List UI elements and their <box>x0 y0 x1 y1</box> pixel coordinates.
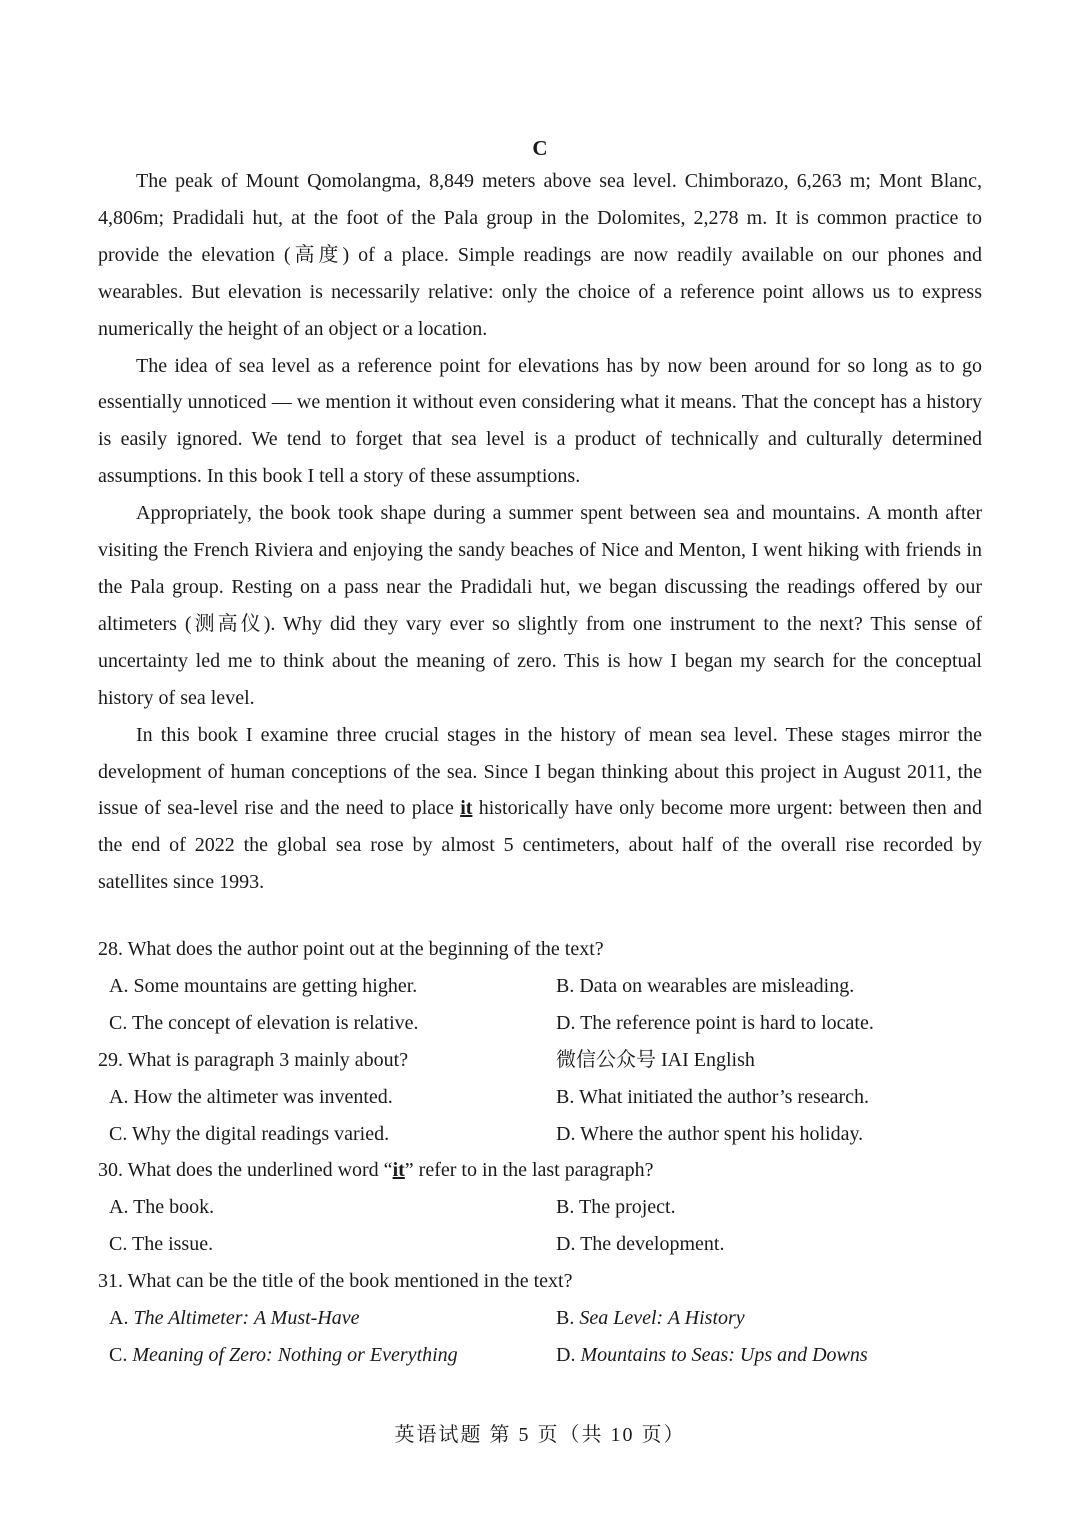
option-b-title: Sea Level: A History <box>579 1307 745 1330</box>
question-30-options-row-1 <box>98 1189 982 1226</box>
option-b-letter: B. <box>556 1307 580 1330</box>
underlined-word-it: it <box>460 797 473 820</box>
question-30-stem-before: 30. What does the underlined word “ <box>98 1159 393 1182</box>
option-a-title: The Altimeter: A Must-Have <box>133 1307 360 1330</box>
question-29-stem-row <box>98 1042 982 1079</box>
question-30-stem-after: ” refer to in the last paragraph? <box>404 1159 654 1182</box>
passage-paragraph-2: The idea of sea level as a reference point for elevations has by now been around for so long as to go essentially unnoticed — we mention it without even considering what it means. That the concept has a history is easily ignored. We tend to forget that sea level is a product of technically and culturally determined assumptions. In this book I tell a story of these assumptions. <box>98 354 982 488</box>
question-28-options-row-1 <box>98 968 982 1005</box>
watermark-text: 微信公众号 IAI English <box>556 1048 755 1071</box>
question-29-option-b: B. What initiated the author’s research. <box>556 1085 870 1108</box>
question-30-options-row-2 <box>98 1226 982 1263</box>
question-31-option-b <box>544 1300 982 1337</box>
option-a-letter: A. <box>109 1307 134 1330</box>
question-29-option-c: C. Why the digital readings varied. <box>109 1122 390 1145</box>
question-31-option-d <box>544 1337 982 1374</box>
question-30-option-b: B. The project. <box>556 1196 676 1219</box>
option-d-title: Mountains to Seas: Ups and Downs <box>580 1343 868 1366</box>
paragraph-4-text-before: In this book I examine three crucial stages in the history of mean sea level. These stages mirror the development of human conceptions of the sea. Since I began thinking about this project in August 2011, the issue of sea-level rise and the need to place <box>98 723 982 820</box>
question-29-options-row-2 <box>98 1116 982 1153</box>
question-28-option-a: A. Some mountains are getting higher. <box>109 974 418 997</box>
question-31-options-row-2 <box>98 1337 982 1374</box>
option-c-title: Meaning of Zero: Nothing or Everything <box>132 1343 458 1366</box>
paragraph-4-text-after: historically have only become more urgent: between then and the end of 2022 the global sea rose by almost 5 centimeters, about half of the overall rise recorded by satellites since 1993. <box>98 797 982 894</box>
passage-paragraph-1: The peak of Mount Qomolangma, 8,849 meters above sea level. Chimborazo, 6,263 m; Mont Blanc, 4,806m; Pradidali hut, at the foot of the Pala group in the Dolomites, 2,278 m. It is common practice to provide the elevation (高度) of a place. Simple readings are now readily available on our phones and wearables. But elevation is necessarily relative: only the choice of a reference point allows us to express numerically the height of an object or a location. <box>98 170 982 340</box>
question-29-stem: 29. What is paragraph 3 mainly about? <box>98 1048 409 1071</box>
question-28-stem: 28. What does the author point out at the beginning of the text? <box>98 938 604 960</box>
question-28-option-d: D. The reference point is hard to locate. <box>556 1011 874 1034</box>
question-31-option-c <box>98 1337 544 1374</box>
question-31-options-row-1 <box>98 1300 982 1337</box>
question-list <box>98 931 982 1374</box>
question-30-option-a: A. The book. <box>109 1196 215 1219</box>
question-30-option-c: C. The issue. <box>109 1233 214 1256</box>
question-29-option-a: A. How the altimeter was invented. <box>109 1085 393 1108</box>
page-footer: 英语试题 第 5 页（共 10 页） <box>394 1424 686 1446</box>
question-28-option-c: C. The concept of elevation is relative. <box>109 1011 419 1034</box>
question-31-option-a <box>98 1300 544 1337</box>
reading-passage <box>98 163 982 901</box>
passage-paragraph-3: Appropriately, the book took shape during a summer spent between sea and mountains. A month after visiting the French Riviera and enjoying the sandy beaches of Nice and Menton, I went hiking with friends in the Pala group. Resting on a pass near the Pradidali hut, we began discussing the readings offered by our altimeters (测高仪). Why did they vary ever so slightly from one instrument to the next? This sense of uncertainty led me to think about the meaning of zero. This is how I began my search for the conceptual history of sea level. <box>98 502 982 709</box>
question-30-option-d: D. The development. <box>556 1233 725 1256</box>
question-28-options-row-2 <box>98 1005 982 1042</box>
question-29-option-d: D. Where the author spent his holiday. <box>556 1122 864 1145</box>
option-c-letter: C. <box>109 1343 133 1366</box>
question-30-stem <box>98 1152 982 1189</box>
question-29-options-row-1 <box>98 1079 982 1116</box>
question-28-option-b: B. Data on wearables are misleading. <box>556 974 855 997</box>
option-d-letter: D. <box>556 1343 581 1366</box>
question-30-underlined-it: it <box>392 1159 405 1182</box>
question-31-stem: 31. What can be the title of the book mentioned in the text? <box>98 1270 573 1293</box>
section-heading: C <box>532 136 548 160</box>
passage-paragraph-4 <box>98 717 982 902</box>
